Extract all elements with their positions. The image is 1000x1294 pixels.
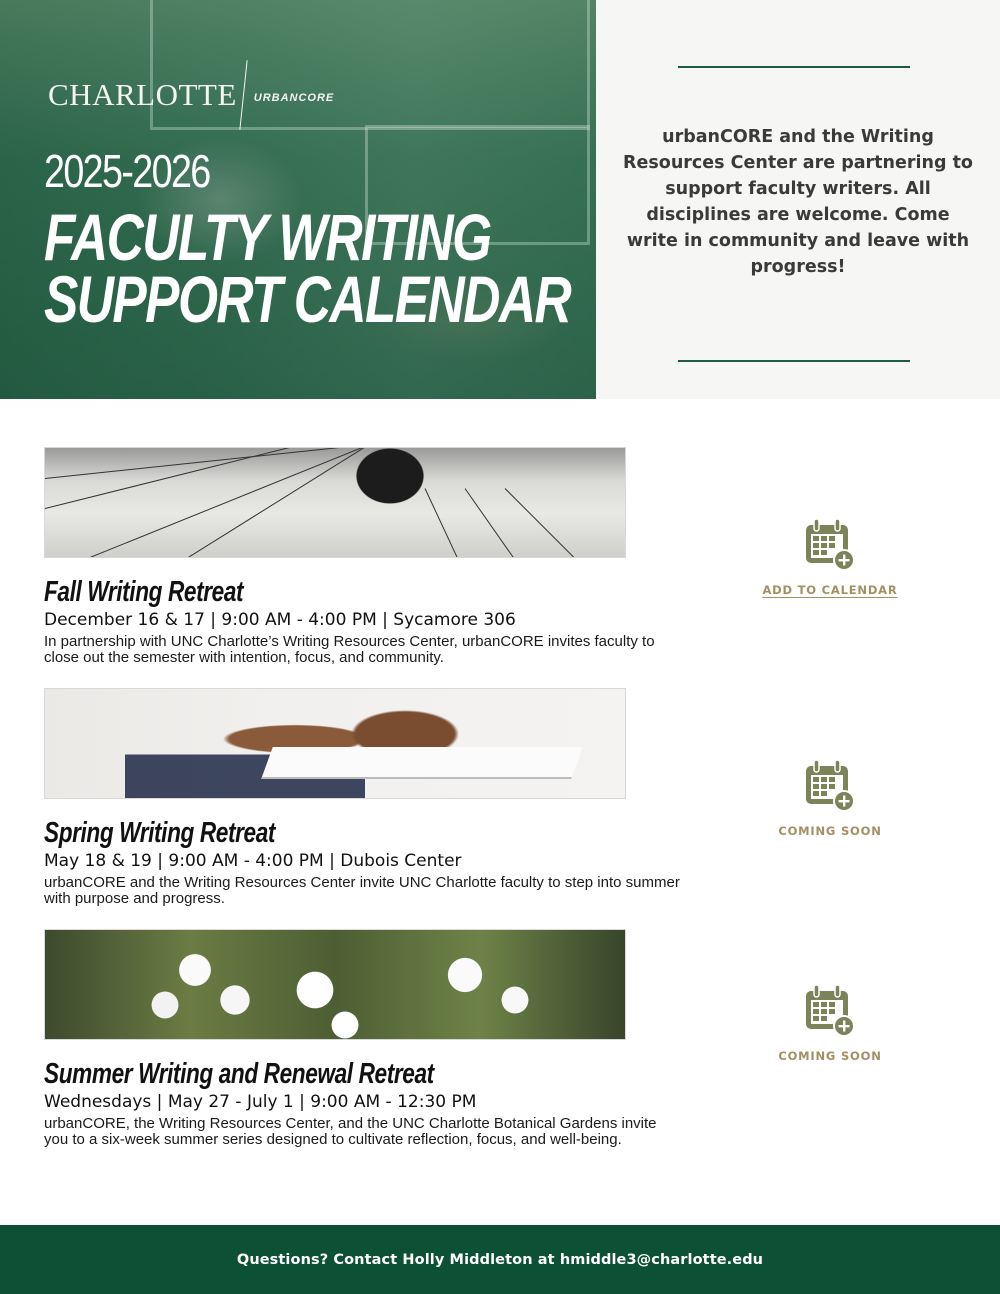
calendar-coming-soon-spring xyxy=(758,760,902,840)
divider-bottom xyxy=(678,360,910,362)
event-title: Fall Writing Retreat xyxy=(44,576,244,608)
hand-writing-notebook-photo xyxy=(44,688,626,799)
page-title xyxy=(44,200,571,336)
orchids-photo xyxy=(44,929,626,1040)
event-summer-retreat xyxy=(44,929,684,1148)
logo-divider xyxy=(239,60,247,130)
coming-soon-label: COMING SOON xyxy=(778,1049,882,1063)
logo-charlotte: CHARLOTTE xyxy=(48,77,237,112)
divider-top xyxy=(678,66,910,68)
footer-contact-bar xyxy=(0,1225,1000,1294)
event-description: urbanCORE, the Writing Resources Center, and the UNC Charlotte Botanical Gardens invite you to a six-week summer series designed to cultivate reflection, focus, and well-being. xyxy=(44,1115,657,1148)
intro-panel xyxy=(596,0,1000,399)
logo-urbancore: URBANCORE xyxy=(253,92,335,104)
title-line-1: FACULTY WRITING xyxy=(44,200,491,274)
calendar-add-icon xyxy=(805,760,855,812)
calendar-add-icon xyxy=(805,985,855,1037)
logo xyxy=(48,60,334,130)
handwritten-notes-photo xyxy=(44,447,626,558)
event-date-time: Wednesdays | May 27 - July 1 | 9:00 AM - 12:30 PM xyxy=(44,1092,477,1112)
event-spring-retreat xyxy=(44,688,684,907)
intro-text: urbanCORE and the Writing Resources Center are partnering to support faculty writers. All disciplines are welcome. Come write in community and leave with progress! xyxy=(623,127,973,277)
event-title: Spring Writing Retreat xyxy=(44,817,276,849)
contact-text: Questions? Contact Holly Middleton at hmiddle3@charlotte.edu xyxy=(236,1251,764,1268)
coming-soon-label: COMING SOON xyxy=(778,824,882,838)
add-to-calendar-fall[interactable] xyxy=(758,519,902,599)
event-date-time-location: May 18 & 19 | 9:00 AM - 4:00 PM | Dubois Center xyxy=(44,851,462,871)
event-date-time-location: December 16 & 17 | 9:00 AM - 4:00 PM | Sycamore 306 xyxy=(44,610,516,630)
title-line-2: SUPPORT CALENDAR xyxy=(44,262,571,336)
calendar-add-icon[interactable] xyxy=(805,519,855,571)
calendar-year: 2025-2026 xyxy=(44,145,210,197)
calendar-coming-soon-summer xyxy=(758,985,902,1065)
hero-banner xyxy=(0,0,596,399)
event-description: urbanCORE and the Writing Resources Center invite UNC Charlotte faculty to step into summer with purpose and progress. xyxy=(44,874,680,907)
event-fall-retreat xyxy=(44,447,684,666)
event-description: In partnership with UNC Charlotte’s Writing Resources Center, urbanCORE invites faculty to close out the semester with intention, focus, and community. xyxy=(44,633,655,666)
event-title: Summer Writing and Renewal Retreat xyxy=(44,1058,434,1090)
add-to-calendar-link[interactable]: ADD TO CALENDAR xyxy=(762,583,898,597)
